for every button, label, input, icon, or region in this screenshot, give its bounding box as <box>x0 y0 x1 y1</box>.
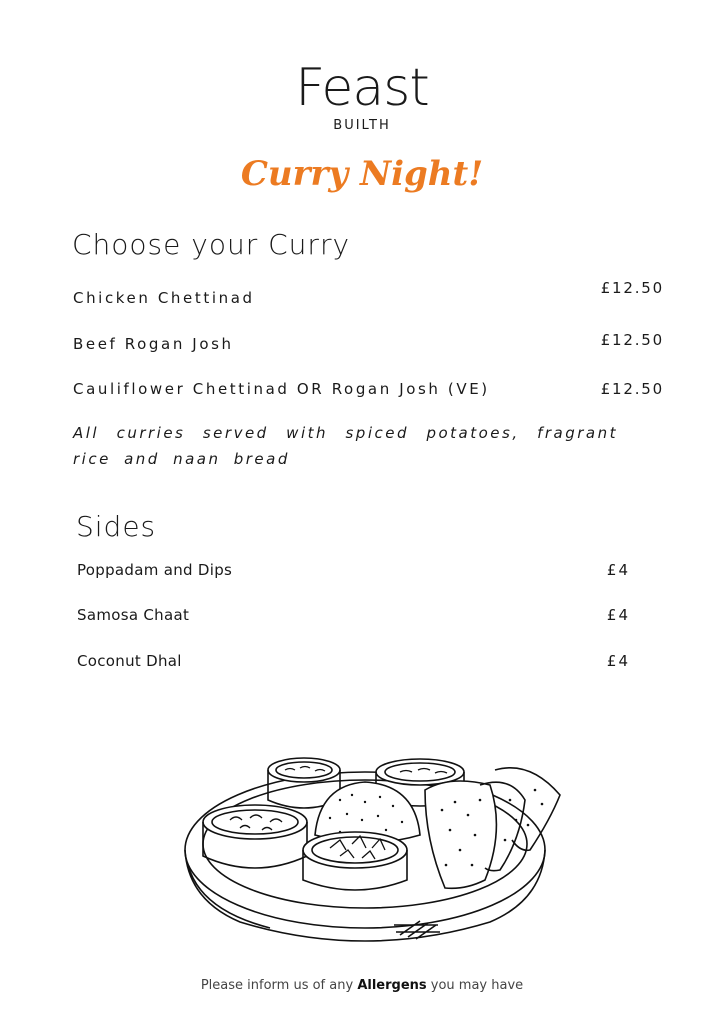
sides-section-title: Sides <box>76 510 157 543</box>
menu-item-price: £12.50 <box>600 331 664 349</box>
side-item-price: £4 <box>606 606 630 624</box>
allergen-notice-emphasis: Allergens <box>357 978 427 993</box>
logo-name: Feast <box>295 58 429 118</box>
curry-section-title: Choose your Curry <box>72 228 351 261</box>
menu-item-price: £12.50 <box>600 279 664 297</box>
curry-platter-illustration <box>180 740 580 950</box>
logo-location: BUILTH <box>333 118 391 133</box>
side-item-price: £4 <box>606 561 630 579</box>
curry-note: All curries served with spiced potatoes, fragrant rice and naan bread <box>73 424 618 468</box>
allergen-notice <box>0 978 724 993</box>
allergen-notice-prefix: Please inform us of any <box>200 978 354 993</box>
side-item-price: £4 <box>606 652 630 670</box>
menu-item-name: Chicken Chettinad <box>73 289 255 307</box>
menu-item-price: £12.50 <box>600 380 664 398</box>
menu-item-name: Beef Rogan Josh <box>73 335 234 353</box>
side-item-name: Coconut Dhal <box>77 652 182 670</box>
event-title: Curry Night! <box>240 154 484 194</box>
allergen-notice-suffix: you may have <box>430 978 524 993</box>
menu-item-name: Cauliflower Chettinad OR Rogan Josh (VE) <box>73 380 490 398</box>
side-item-name: Poppadam and Dips <box>77 561 233 579</box>
side-item-name: Samosa Chaat <box>77 606 190 624</box>
